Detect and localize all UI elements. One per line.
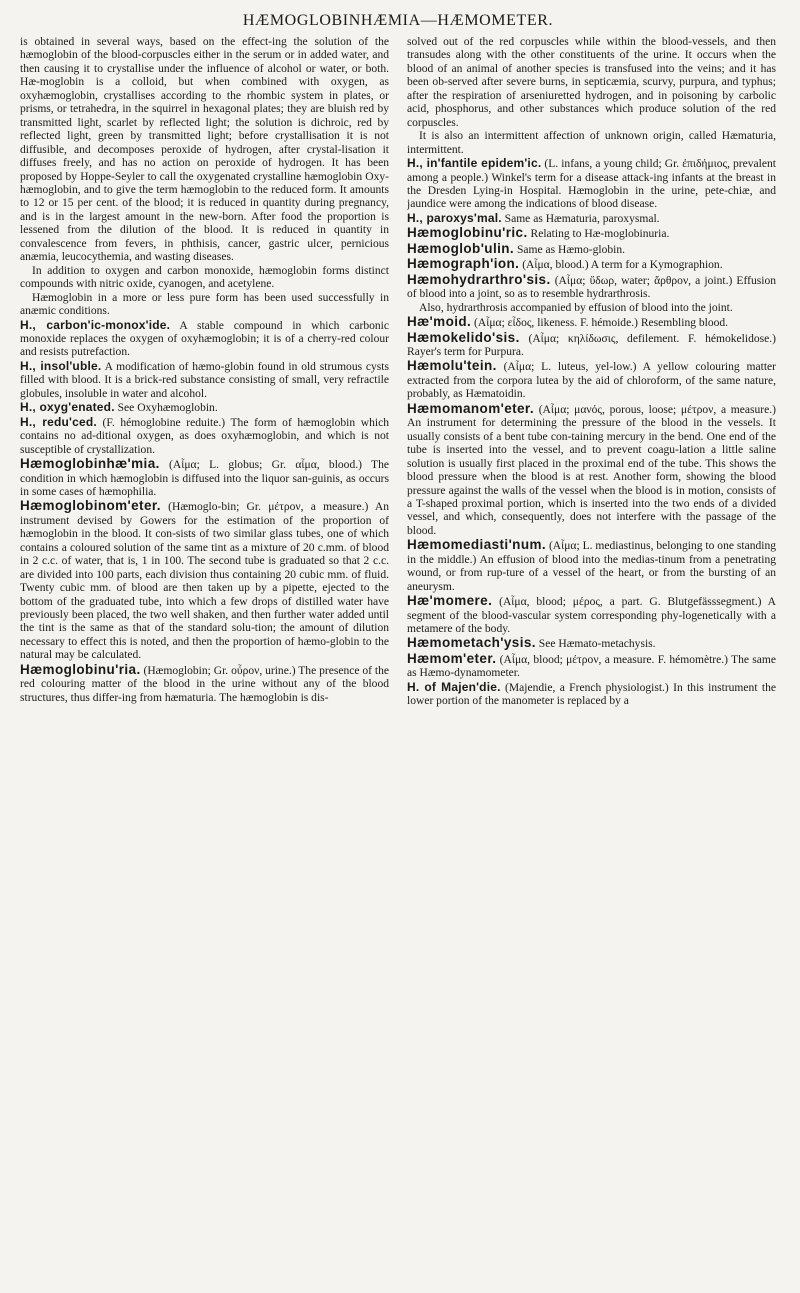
dictionary-entry (20, 457, 389, 499)
paragraph: In addition to oxygen and carbon monoxide, hæmoglobin forms distinct compounds with nitric oxide, cyanogen, and acetylene. (20, 264, 389, 291)
dictionary-entry (407, 402, 776, 539)
dictionary-entry (20, 499, 389, 662)
entry-headword: Hæmoglob'ulin. (407, 240, 515, 256)
entry-definition: (Αἷμα; L. globus; Gr. αἷμα, blood.) The condition in which hæmoglobin is diffused into the liquor san-guinis, as occurs in some cases of hæmophilia. (20, 459, 389, 498)
entry-definition: (L. infans, a young child; Gr. ἐπιδήμιος, prevalent among a people.) Winkel's term for a disease attack-ing infants at the breast in the Dresden Lying-in Hospital. Hæmoglobin in the urine, pete-chiæ, and jaundice were among the indications of blood disease. (407, 158, 776, 211)
dictionary-entry (407, 257, 776, 272)
entry-headword: Hæmoglobinu'ric. (407, 225, 528, 241)
entry-definition: A stable compound in which carbonic monoxide replaces the oxygen of oxyhæmoglobin; it is of a cherry-red colour and resists putrefaction. (20, 319, 389, 359)
dictionary-entry (20, 663, 389, 705)
entry-headword: Hæmometach'ysis. (407, 635, 536, 651)
dictionary-entry (20, 319, 389, 360)
dictionary-entry (407, 652, 776, 681)
entry-definition: (Αἷμα, blood.) A term for a Kymographion. (519, 259, 723, 272)
left-column (20, 36, 389, 1286)
entry-headword: Hæmoglobinu'ria. (20, 661, 141, 677)
entry-headword: Hæmolu'tein. (407, 358, 497, 374)
entry-definition: (Majendie, a French physiologist.) In this instrument the lower portion of the manometer is replaced by a (407, 681, 776, 708)
dictionary-entry (407, 315, 776, 330)
dictionary-entry (407, 157, 776, 212)
entry-definition: (Αἷμα; ὕδωρ, water; ἄρθρον, a joint.) Effusion of blood into a joint, so as to resemble hydrarthrosis. (407, 274, 776, 301)
dictionary-entry (407, 331, 776, 360)
dictionary-entry (407, 681, 776, 709)
dictionary-entry (407, 359, 776, 401)
entry-definition: (Αἷμα; L. mediastinus, belonging to one standing in the middle.) An effusion of blood into the medias-tinum from a penetrating wound, or from rup-ture of a vessel of the heart, or from the bursting of an aneurysm. (407, 540, 776, 593)
entry-headword: Hæ'moid. (407, 314, 472, 330)
two-column-body (20, 36, 776, 1286)
entry-headword: Hæmokelido'sis. (407, 329, 520, 345)
entry-definition: See Hæmato-metachysis. (535, 638, 656, 651)
continued-text: is obtained in several ways, based on the effect-ing the solution of the hæmoglobin of the blood-corpuscles either in the serum or in added water, and then causing it to crystallise under the influence of alcohol or water, or both. Hæ-moglobin is a colloid, but when combined with oxygen, as oxyhæmoglobin, crystallises according to the rhombic system in plates, or prisms, or tetrahedra, in the squirrel in hexagonal plates; they are bluish red by transmitted light, scarlet by reflected light; the solution is dichroic, red by reflected light, green by transmitted light; before crystallisation it is not diffusible, and decomposes peroxide of hydrogen, after crystal-lisation it diffuses freely, and has no action on peroxide of hydrogen. It has been proposed by Hoppe-Seyler to call the oxygenated crystalline hæmoglobin Oxy-hæmoglobin, and to give the term hæmoglobin to the reduced form. It amounts to 12 or 15 per cent. of the blood; it is reduced in quantity during pregnancy, and is in the largest amount in the new-born. After food the proportion is lessened from the dilution of the blood. It is reduced in quantity in convalescence from fevers, in phthisis, cancer, gastric ulcer, pernicious anæmia, leucocythemia, and wasting diseases. (20, 36, 389, 264)
right-column (407, 36, 776, 1286)
running-header: HÆMOGLOBINHÆMIA—HÆMOMETER. (242, 12, 554, 29)
dictionary-entry (407, 242, 776, 257)
entry-headword: Hæmohydrarthro'sis. (407, 271, 551, 287)
entry-definition: (Αἷμα; εἶδος, likeness. F. hémoide.) Resembling blood. (471, 317, 729, 330)
dictionary-entry (20, 401, 389, 415)
entry-definition: (Αἷμα; μανός, porous, loose; μέτρον, a measure.) An instrument for determining the pressure of the blood in the vessels. It usually consists of a bent tube con-taining mercury in the bend. One end of the tube is inserted into the vessel, and to prevent coagu-lation a little saline solution is usually first placed in the proximal end of the tube. This shows the blood pressure when the blood is at rest. Another form, showing the blood pressure against the walls of the vessel when the blood is in motion, consists of a T-shaped proximal portion, which is inserted into the two ends of a divided vessel, and which, consequently, does not interfere with the passage of the blood. (407, 403, 776, 537)
entry-headword: Hæmomediasti'num. (407, 537, 547, 553)
entry-definition: Same as Hæmaturia, paroxysmal. (501, 212, 660, 225)
entry-headword: H., in'fantile epidem'ic. (407, 156, 542, 171)
dictionary-entry (20, 416, 389, 457)
entry-definition: See Oxyhæmoglobin. (114, 402, 218, 415)
entry-headword: Hæmograph'ion. (407, 256, 520, 272)
entry-headword: H., redu'ced. (20, 414, 97, 429)
paragraph: Also, hydrarthrosis accompanied by effusion of blood into the joint. (419, 301, 733, 314)
entry-definition: (F. hémoglobine reduite.) The form of hæmoglobin which contains no ad-ditional oxygen, as does oxyhæmoglobin, and which is not susceptible of crystallization. (20, 416, 389, 456)
dictionary-entry (407, 226, 776, 241)
dictionary-entry (20, 360, 389, 401)
paragraph: Hæmoglobin in a more or less pure form has been used successfully in anæmic conditions. (20, 291, 389, 318)
entry-headword: Hæ'momere. (407, 593, 493, 609)
entry-definition: Relating to Hæ-moglobinuria. (527, 228, 670, 241)
entry-headword: Hæmomanom'eter. (407, 400, 534, 416)
entry-headword: H., carbon'ic-monox'ide. (20, 317, 171, 332)
entry-definition: (Αἷμα; L. luteus, yel-low.) A yellow colouring matter extracted from the corpora lutea by the aid of chloroform, of the same nature, probably, as Hæmatoidin. (407, 361, 776, 401)
continued-text: solved out of the red corpuscles while within the blood-vessels, and then transudes along with the other constituents of the urine. It occurs when the blood of an animal of another species is transfused into the veins; and it has been ob-served after severe burns, in septicæmia, scurvy, purpura, and typhus; after the respiration of arseniuretted hydrogen, and in poisoning by carbolic acid, phosphorus, and other substances which produce solution of the red corpuscles. (407, 36, 776, 129)
paragraph: It is also an intermittent affection of unknown origin, called Hæmaturia, intermittent. (407, 130, 776, 156)
entry-headword: Hæmoglobinom'eter. (20, 498, 161, 514)
dictionary-entry (407, 273, 776, 302)
entry-headword: H., insol'uble. (20, 358, 102, 373)
entry-definition: Same as Hæmo-globin. (514, 243, 626, 256)
entry-definition: (Hæmoglobin; Gr. οὖρον, urine.) The presence of the red colouring matter of the blood in the urine without any of the blood structures, thus differ-ing from hæmaturia. The hæmoglobin is dis- (20, 664, 389, 704)
dictionary-entry (407, 538, 776, 594)
entry-headword: Hæmom'eter. (407, 650, 497, 666)
entry-definition: (Hæmoglo-bin; Gr. μέτρον, a measure.) An instrument devised by Gowers for the estimation of the proportion of hæmoglobin in the blood. It con-sists of two similar glass tubes, one of which contains a coloured solution of the same tint as a mixture of 20 c.mm. of blood in 2 c.c. of water, that is, 1 in 100. The second tube is graduated so that 2 c.c. are divided into 100 parts, each division thus containing 20 cubic mm. of fluid. Twenty cubic mm. of blood are then taken up by a pipette, ejected to the bottom of the graduated tube, into which a few drops of distilled water have previously been placed, the two well shaken, and then further water added until the tint is the same as that of the standard solu-tion; the amount of dilution necessary to effect this is noted, and then the proportion of hæmo-globin to the natural may be calculated. (20, 501, 389, 662)
entry-definition: A modification of hæmo-globin found in old strumous cysts filled with blood. It is a brick-red substance consisting of small, very refractile globules, insoluble in water and alcohol. (20, 360, 389, 400)
entry-definition: (Αἷμα; κηλίδωσις, defilement. F. hémokelidose.) Rayer's term for Purpura. (407, 332, 776, 358)
entry-definition: (Αἷμα, blood; μέρος, a part. G. Blutgefässsegment.) A segment of the blood-vascular system corresponding phy-logenetically with a metamere of the body. (407, 596, 776, 636)
dictionary-entry (407, 594, 776, 636)
dictionary-entry (407, 636, 776, 651)
entry-headword: H., paroxys'mal. (407, 210, 502, 225)
dictionary-entry (407, 212, 776, 226)
entry-headword: Hæmoglobinhæ'mia. (20, 456, 160, 472)
entry-headword: H. of Majen'die. (407, 679, 501, 694)
entry-headword: H., oxyg'enated. (20, 400, 115, 415)
entry-definition: (Αἷμα, blood; μέτρον, a measure. F. hémomètre.) The same as Hæmo-dynamometer. (407, 653, 776, 680)
